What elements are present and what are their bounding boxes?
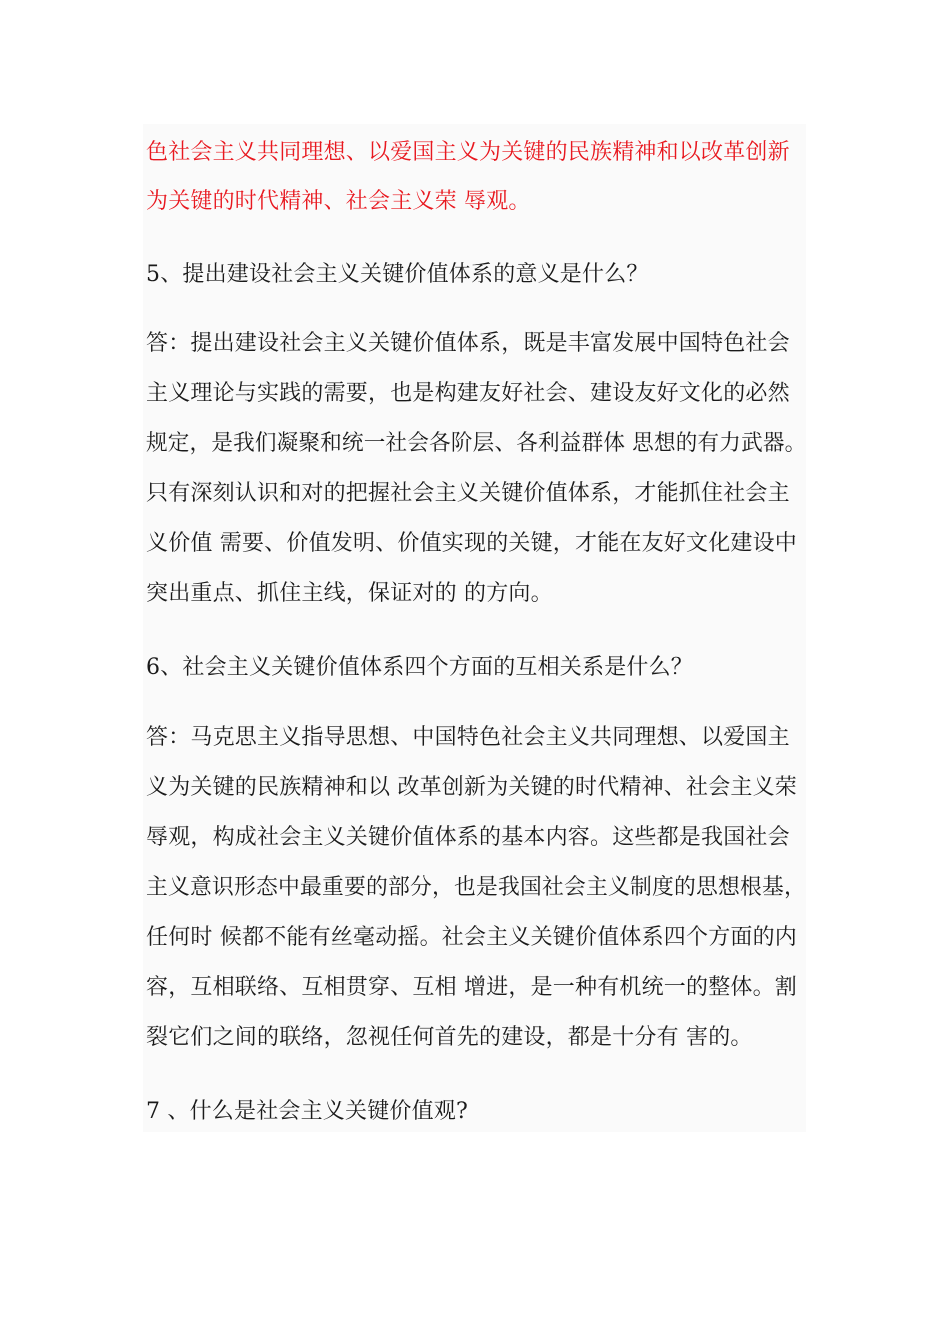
answer-6-line-4: 主义意识形态中最重要的部分，也是我国社会主义制度的思想根基， (146, 875, 807, 900)
answer-5-line-3: 规定，是我们凝聚和统一社会各阶层、各利益群体 思想的有力武器。 (146, 431, 807, 456)
question-5: 5、提出建设社会主义关键价值体系的意义是什么？ (146, 262, 649, 287)
red-paragraph-line-1: 色社会主义共同理想、以爱国主义为关键的民族精神和以改革创新 (146, 140, 790, 165)
document-text-block (143, 124, 806, 1132)
answer-6-line-5: 任何时 候都不能有丝毫动摇。社会主义关键价值体系四个方面的内 (146, 925, 797, 950)
answer-5-line-6: 突出重点、抓住主线，保证对的 的方向。 (146, 581, 553, 606)
answer-6-line-3: 辱观，构成社会主义关键价值体系的基本内容。这些都是我国社会 (146, 825, 790, 850)
question-7: 7 、什么是社会主义关键价值观? (146, 1099, 468, 1124)
answer-5-line-5: 义价值 需要、价值发明、价值实现的关键，才能在友好文化建设中 (146, 531, 797, 556)
answer-6-line-2: 义为关键的民族精神和以 改革创新为关键的时代精神、社会主义荣 (146, 775, 797, 800)
answer-6-line-6: 容，互相联络、互相贯穿、互相 增进，是一种有机统一的整体。割 (146, 975, 797, 1000)
answer-6-line-7: 裂它们之间的联络，忽视任何首先的建设，都是十分有 害的。 (146, 1025, 753, 1050)
red-paragraph-line-2: 为关键的时代精神、社会主义荣 辱观。 (146, 189, 531, 214)
answer-5-line-2: 主义理论与实践的需要，也是构建友好社会、建设友好文化的必然 (146, 381, 790, 406)
question-6: 6、社会主义关键价值体系四个方面的互相关系是什么？ (146, 655, 693, 680)
answer-5-line-4: 只有深刻认识和对的把握社会主义关键价值体系，才能抓住社会主 (146, 481, 790, 506)
answer-6-line-1: 答：马克思主义指导思想、中国特色社会主义共同理想、以爱国主 (146, 725, 790, 750)
answer-5-line-1: 答：提出建设社会主义关键价值体系，既是丰富发展中国特色社会 (146, 331, 790, 356)
